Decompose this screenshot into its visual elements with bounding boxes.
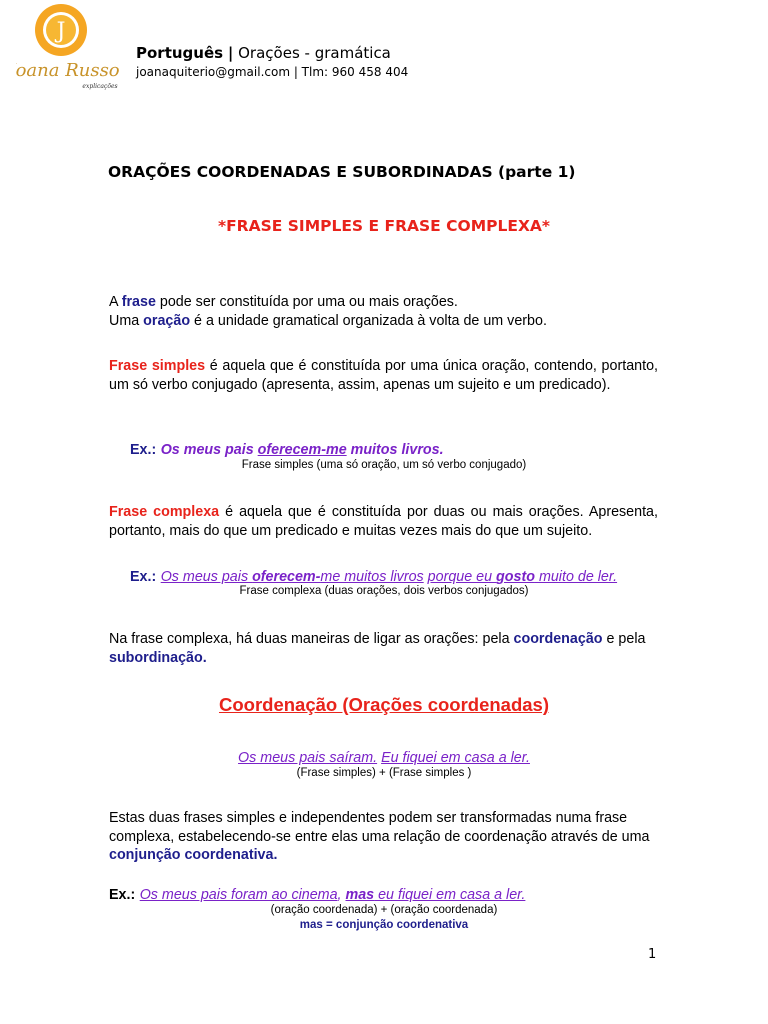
logo-name: Joana Russo [16,60,120,81]
page-title: ORAÇÕES COORDENADAS E SUBORDINADAS (parte 1) [108,163,576,181]
complexa-text: é aquela que é constituída por duas ou mais orações. Apresenta, portanto, mais do que um predicado e muitas vezes mais do que um sujeito. [109,504,658,539]
example-1-note: Frase simples (uma só oração, um só verbo conjugado) [241,459,527,471]
example-4-comma: , [337,887,346,903]
example-1-text: Os meus pais [160,442,258,458]
logo-letter: J [56,19,66,44]
section-heading: Coordenação (Orações coordenadas) [218,694,549,715]
term-conjuncao-coordenativa: conjunção coordenativa. [109,847,278,863]
example-1-text: muitos livros. [346,442,444,458]
term-frase-complexa: Frase complexa [109,504,220,520]
intro-text: pode ser constituída por uma ou mais orações. [155,294,458,310]
simples-paragraph [109,357,658,394]
example-1 [130,441,444,459]
example-2-text: me muitos livros [320,569,424,585]
example-3-note: (Frase simples) + (Frase simples ) [296,767,472,779]
intro-text: Uma [109,312,144,329]
complexa-paragraph [109,503,658,540]
intro-line-1 [109,293,658,312]
example-2-clause-2 [428,569,617,585]
example-3-sentence-1: Os meus pais saíram. [238,750,378,766]
header-topic: Orações - gramática [238,44,391,62]
logo-tagline: explicações [82,83,118,90]
intro-line-2 [109,312,658,331]
logo [16,0,126,92]
header-contact: joanaquiterio@gmail.com | Tlm: 960 458 404 [136,65,409,79]
example-2-note: Frase complexa (duas orações, dois verbos conjugados) [239,585,529,597]
example-4-clause-1: Os meus pais foram ao cinema [139,887,338,903]
intro-text: A [109,294,122,310]
estas-text: Estas duas frases simples e independentes podem ser transformadas numa frase complexa, estabelecendo-se entre elas uma relação de coordenação através de uma [109,810,650,845]
example-4-note: (oração coordenada) + (oração coordenada) [270,904,498,916]
header-subject: Português [136,44,224,62]
term-coordenacao: coordenação [513,631,603,647]
term-frase: frase [121,294,156,310]
example-3 [0,749,768,767]
example-2-verb-1: oferecem- [252,569,321,585]
example-4-conjunction: mas [345,887,375,903]
example-4-clause-2: eu fiquei em casa a ler. [374,887,526,903]
page-subtitle: *FRASE SIMPLES E FRASE COMPLEXA* [217,217,551,235]
header-line [136,44,391,62]
example-label: Ex.: [109,887,136,903]
intro-text: é a unidade gramatical organizada à volta de um verbo. [190,312,547,329]
simples-text: é aquela que é constituída por uma única oração, contendo, portanto, um só verbo conjugado (apresenta, assim, apenas um sujeito e um predicado). [109,358,658,393]
example-4-note-2: mas = conjunção coordenativa [299,919,469,931]
term-frase-simples: Frase simples [109,358,206,374]
example-2-clause-1 [161,569,424,585]
example-2-text: Os meus pais [160,569,253,585]
term-oracao: oração [143,312,191,329]
example-label: Ex.: [130,442,157,458]
ligar-paragraph [109,630,658,667]
example-2-verb-2: gosto [496,569,535,585]
example-4 [109,886,525,904]
example-2-text: porque eu [427,569,497,585]
example-2-text: muito de ler. [534,569,618,585]
term-subordinacao: subordinação. [109,649,207,666]
ligar-text: Na frase complexa, há duas maneiras de ligar as orações: pela [109,631,514,647]
estas-paragraph [109,809,658,865]
example-2 [130,568,617,586]
header-separator: | [227,44,234,62]
example-1-verb: oferecem-me [257,442,347,458]
ligar-text: e pela [602,631,646,647]
logo-emblem [16,0,126,92]
example-3-sentence-2: Eu fiquei em casa a ler. [381,750,530,766]
intro-paragraph [109,293,658,330]
example-label: Ex.: [130,569,157,585]
page-number: 1 [648,947,657,962]
